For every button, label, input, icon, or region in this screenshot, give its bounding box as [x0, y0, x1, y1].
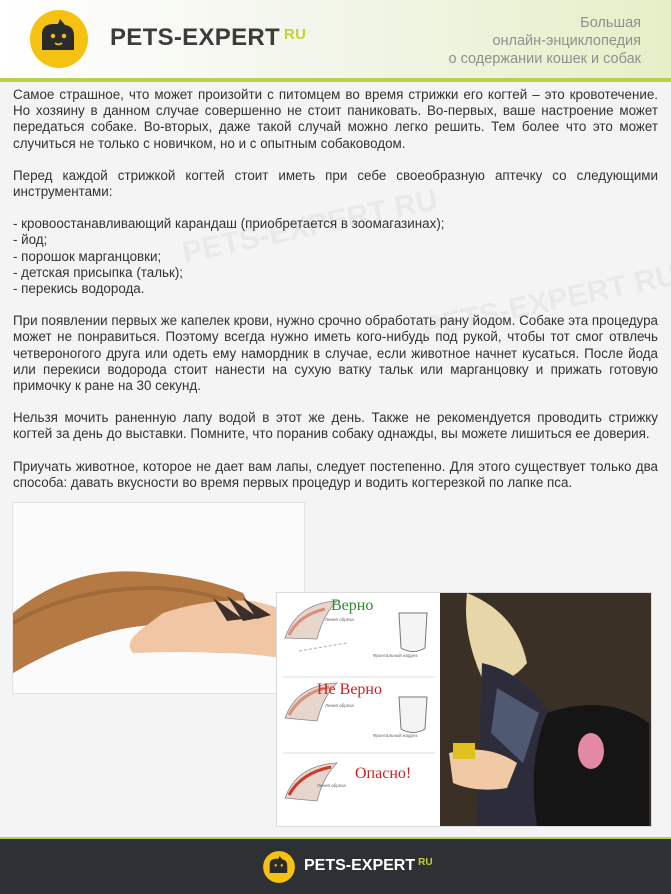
label-danger: Опасно! [355, 765, 412, 782]
nail-trimming-collage [276, 592, 652, 827]
list-item: - детская присыпка (тальк); [13, 264, 184, 280]
paragraph: Самое страшное, что может произойти с питомцем во время стрижки его когтей – это кровотечение. Но хозяину в данном случае совершенно не стоит паниковать. Во-первых, ваше настроение может передаться собаке. Во-вторых, даже такой случай можно легко решить. Тем более что это может случиться не только с новичком, но и с опытным собаководом. [13, 87, 658, 151]
paragraph: Нельзя мочить раненную лапу водой в этот же день. Также не рекомендуется проводить стрижку когтей за день до выставки. Помните, что поранив собаку однажды, вы можете лишиться ее доверия. [13, 410, 658, 442]
site-footer [0, 839, 671, 894]
list-item: - порошок марганцовки; [13, 248, 162, 264]
frontal-cut-label: Фронтальный надрез [373, 653, 418, 658]
paragraph: Приучать животное, которое не дает вам лапы, следует постепенно. Для этого существует только два способа: давать вкусности во время первых процедур и водить когтерезкой по лапке пса. [13, 458, 658, 490]
paw-in-hand-photo [12, 502, 305, 694]
site-header [0, 0, 671, 78]
frontal-cut-label-2: Фронтальный надрез [373, 733, 418, 738]
article-body [13, 87, 658, 507]
list-item: - перекись водорода. [13, 281, 145, 297]
list-item: - кровоостанавливающий карандаш (приобретается в зоомагазинах); [13, 216, 445, 232]
site-brand[interactable]: PETS-EXPERT $^{RU}$ [110, 24, 307, 51]
pets-expert-logo-icon[interactable] [28, 8, 90, 70]
cut-line-label-2: Линия обреза [325, 703, 354, 708]
cut-line-label-3: Линия обреза [317, 783, 346, 788]
paragraph: Перед каждой стрижкой когтей стоит иметь при себе своеобразную аптечку со следующими инструментами: [13, 167, 658, 200]
label-wrong: Не Верно [317, 681, 382, 698]
supply-list [13, 216, 658, 297]
list-item: - йод; [13, 232, 48, 248]
cut-line-label: Линия обреза [325, 617, 354, 622]
header-divider [0, 78, 671, 82]
label-correct: Верно [331, 597, 374, 614]
paragraph: При появлении первых же капелек крови, нужно срочно обработать рану йодом. Собаке эта процедура может не понравиться. Поэтому всегда нужно иметь кого-нибудь под рукой, чтобы тот смог отвлечь четвероногого друга или одеть ему намордник в случае, если животное начнет кусаться. После йода или перекиси водорода стоит нанести на сухую ватку тальк или марганцовку и прижать готовую примочку к ране на 30 секунд. [13, 313, 658, 394]
site-tagline: Большая онлайн-энциклопедия о содержании кошек и собак [448, 15, 641, 67]
footer-brand[interactable]: PETS-EXPERT $^{RU}$ [304, 857, 433, 874]
pets-expert-logo-icon[interactable] [262, 850, 296, 884]
